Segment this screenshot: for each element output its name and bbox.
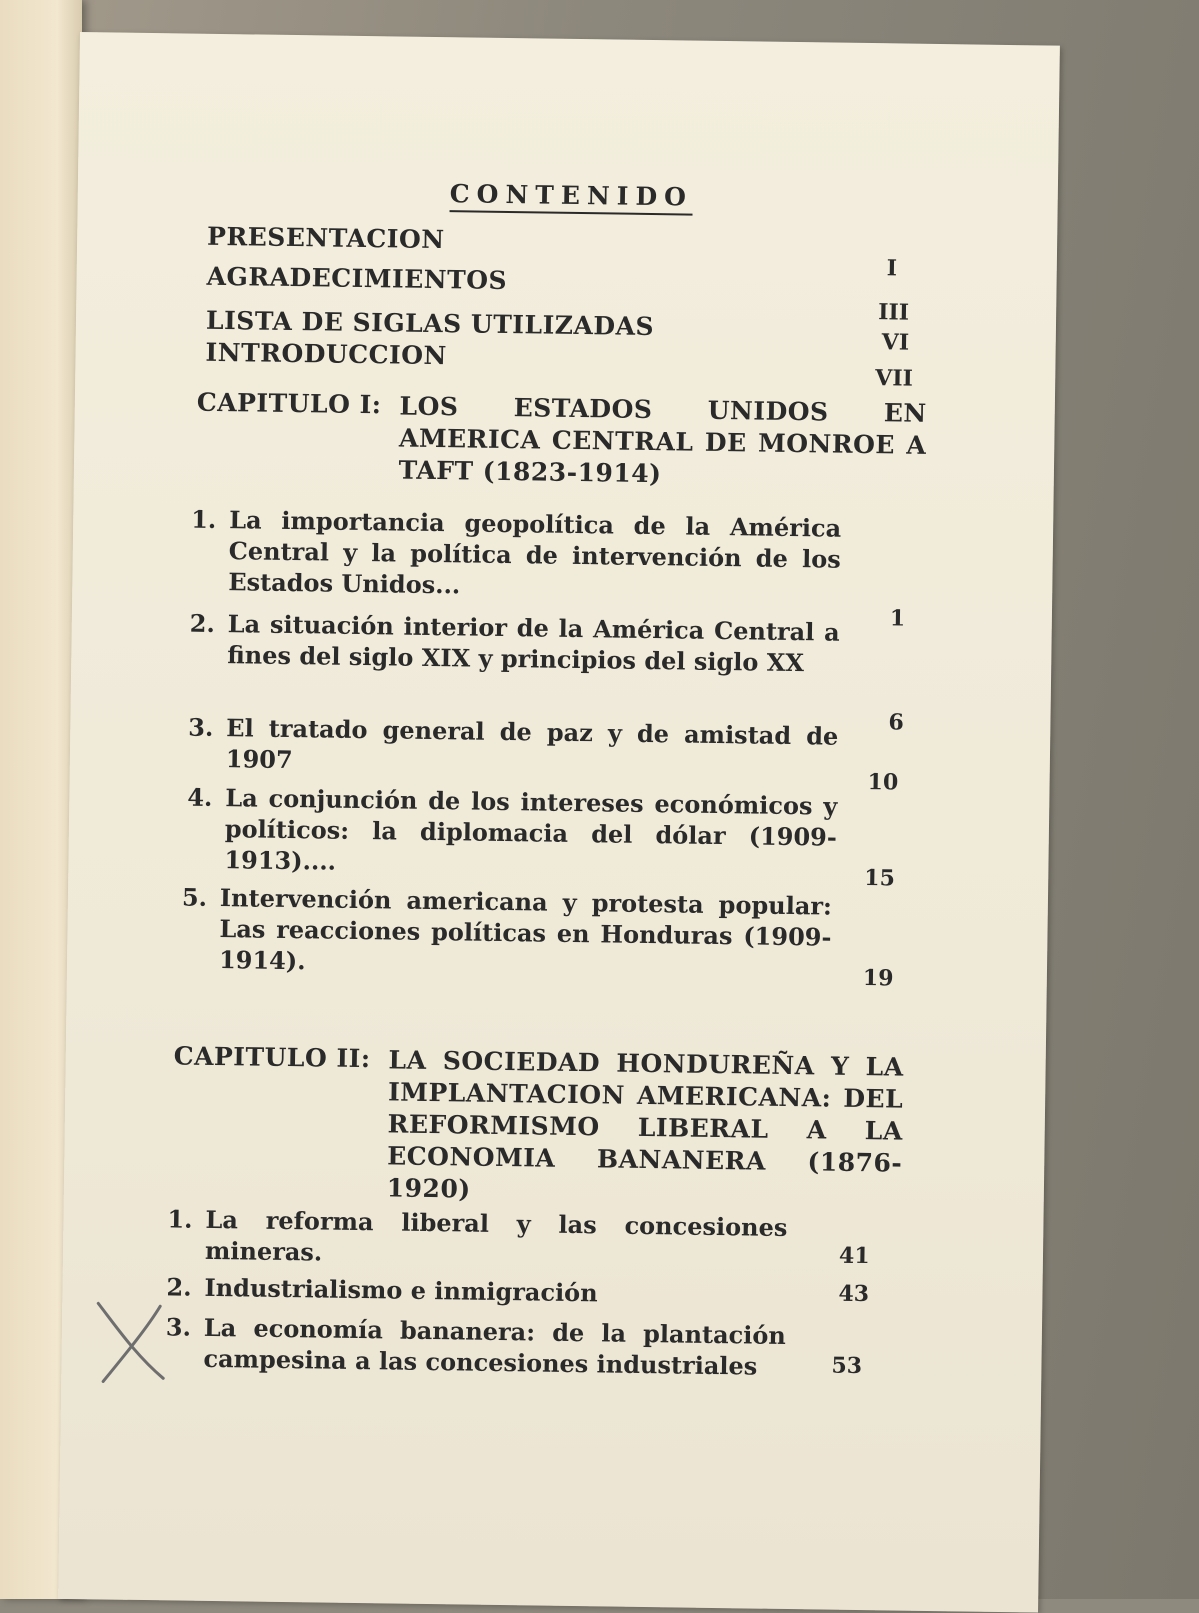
entry-text: La economía bananera: de la plantación campesina a las concesiones industriales bbox=[203, 1312, 787, 1381]
chapter-2-entry-3-page: 53 bbox=[831, 1352, 863, 1380]
entry-text: La conjunción de los intereses económicos y políticos: la diplomacia del dólar (1909-1913).... bbox=[224, 783, 838, 876]
chapter-1-entry-5-page: 19 bbox=[862, 965, 894, 992]
front-page-siglas: VI bbox=[881, 329, 910, 356]
front-item-introduccion: INTRODUCCION bbox=[205, 337, 448, 371]
entry-number: 5. bbox=[181, 882, 208, 912]
entry-number: 1. bbox=[167, 1204, 193, 1234]
chapter-1-entry-5 bbox=[181, 882, 832, 984]
book-page bbox=[58, 32, 1060, 1613]
entry-text: El tratado general de paz y de amistad de 1907 bbox=[225, 713, 839, 775]
chapter-1-title: LOS ESTADOS UNIDOS EN AMERICA CENTRAL DE MONROE A TAFT (1823-1914) bbox=[398, 391, 927, 489]
entry-text: La reforma liberal y las concesiones mineras. bbox=[204, 1204, 788, 1267]
front-page-agradecimientos: III bbox=[877, 299, 910, 326]
chapter-2-entry-1-page: 41 bbox=[838, 1242, 870, 1270]
chapter-2-entry-2 bbox=[166, 1271, 786, 1311]
front-page-presentacion: I bbox=[886, 255, 898, 282]
chapter-1-entry-1 bbox=[190, 504, 841, 606]
front-page-introduccion: VII bbox=[875, 365, 914, 392]
entry-text: Intervención americana y protesta popular: Las reacciones políticas en Honduras (1909-1914). bbox=[218, 883, 833, 976]
front-item-siglas: LISTA DE SIGLAS UTILIZADAS bbox=[205, 305, 655, 342]
entry-number: 2. bbox=[166, 1272, 192, 1302]
page-title: CONTENIDO bbox=[450, 179, 694, 215]
chapter-2-entry-1 bbox=[167, 1203, 788, 1274]
chapter-2-label: CAPITULO II: bbox=[173, 1041, 371, 1074]
entry-number: 4. bbox=[187, 782, 213, 812]
chapter-1-heading bbox=[196, 388, 927, 494]
front-item-presentacion: PRESENTACION bbox=[206, 221, 445, 255]
chapter-2-entry-3 bbox=[165, 1311, 786, 1382]
chapter-1-entry-2 bbox=[189, 608, 840, 679]
front-item-agradecimientos: AGRADECIMIENTOS bbox=[206, 261, 508, 295]
entry-number: 3. bbox=[165, 1312, 192, 1342]
chapter-1-entry-3 bbox=[188, 712, 839, 783]
chapter-1-entry-1-page: 1 bbox=[889, 605, 906, 632]
chapter-1-entry-4-page: 15 bbox=[864, 865, 896, 892]
entry-text: La situación interior de la América Central a fines del siglo XIX y principios del siglo XX bbox=[227, 609, 840, 678]
chapter-1-entry-3-page: 10 bbox=[867, 769, 899, 796]
entry-text: Industrialismo e inmigración bbox=[204, 1272, 598, 1308]
chapter-2-heading bbox=[172, 1041, 904, 1211]
entry-number: 1. bbox=[191, 504, 217, 534]
entry-number: 3. bbox=[188, 712, 214, 742]
chapter-1-label: CAPITULO I: bbox=[196, 387, 382, 420]
entry-text: La importancia geopolítica de la América Central y la política de intervención de los Estados Unidos... bbox=[228, 505, 842, 600]
chapter-1-entry-2-page: 6 bbox=[888, 709, 904, 736]
pencil-x-mark-icon bbox=[91, 1297, 172, 1388]
entry-number: 2. bbox=[189, 608, 216, 638]
chapter-2-title: LA SOCIEDAD HONDUREÑA Y LA IMPLANTACION AMERICANA: DEL REFORMISMO LIBERAL A LA ECONOMIA BANANERA (1876-1920) bbox=[386, 1045, 904, 1204]
chapter-2-entry-2-page: 43 bbox=[838, 1280, 870, 1308]
chapter-1-entry-4 bbox=[186, 782, 837, 884]
